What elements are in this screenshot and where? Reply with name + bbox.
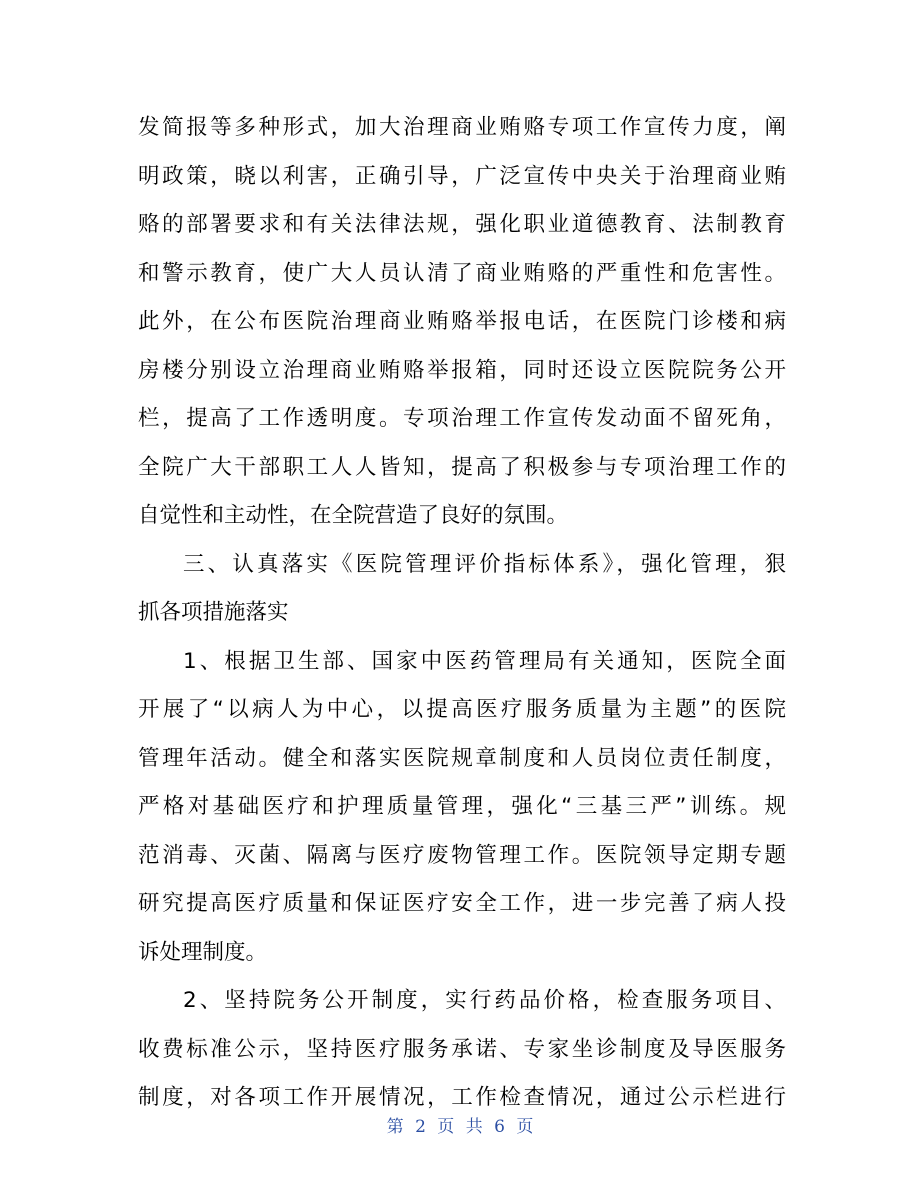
page-number-footer: 第 2 页 共 6 页	[386, 1117, 534, 1137]
body-text	[138, 104, 786, 1123]
text-line: 1、根据卫生部、国家中医药管理局有关通知，医院全面	[183, 648, 786, 674]
text-line: 发简报等多种形式，加大治理商业贿赂专项工作宣传力度，阐	[138, 115, 786, 140]
section-heading-line: 抓各项措施落实	[138, 600, 289, 625]
text-line: 范消毒、灭菌、隔离与医疗废物管理工作。医院领导定期专题	[138, 842, 786, 868]
text-line: 明政策，晓以利害，正确引导，广泛宣传中央关于治理商业贿	[138, 163, 786, 189]
text-line: 制度，对各项工作开展情况，工作检查情况，通过公示栏进行	[138, 1085, 786, 1110]
text-line: 栏，提高了工作透明度。专项治理工作宣传发动面不留死角，	[138, 406, 786, 431]
text-line: 此外，在公布医院治理商业贿赂举报电话，在医院门诊楼和病	[138, 309, 786, 334]
text-line: 研究提高医疗质量和保证医疗安全工作，进一步完善了病人投	[138, 891, 786, 916]
text-line: 自觉性和主动性，在全院营造了良好的氛围。	[138, 503, 569, 528]
text-line: 收费标准公示，坚持医疗服务承诺、专家坐诊制度及导医服务	[138, 1036, 786, 1062]
text-line: 2、坚持院务公开制度，实行药品价格，检查服务项目、	[183, 988, 786, 1013]
text-line: 全院广大干部职工人人皆知，提高了积极参与专项治理工作的	[138, 454, 786, 480]
section-heading-line: 三、认真落实《医院管理评价指标体系》，强化管理，狠	[183, 551, 786, 577]
text-line: 管理年活动。健全和落实医院规章制度和人员岗位责任制度，	[138, 745, 786, 771]
text-line: 房楼分别设立治理商业贿赂举报箱，同时还设立医院院务公开	[138, 357, 786, 383]
text-line: 和警示教育，使广大人员认清了商业贿赂的严重性和危害性。	[138, 260, 786, 286]
text-line: 严格对基础医疗和护理质量管理，强化“三基三严”训练。规	[138, 794, 786, 819]
text-line: 开展了“以病人为中心，以提高医疗服务质量为主题”的医院	[138, 697, 786, 722]
text-line: 诉处理制度。	[138, 939, 268, 965]
text-line: 赂的部署要求和有关法律法规，强化职业道德教育、法制教育	[138, 212, 786, 237]
